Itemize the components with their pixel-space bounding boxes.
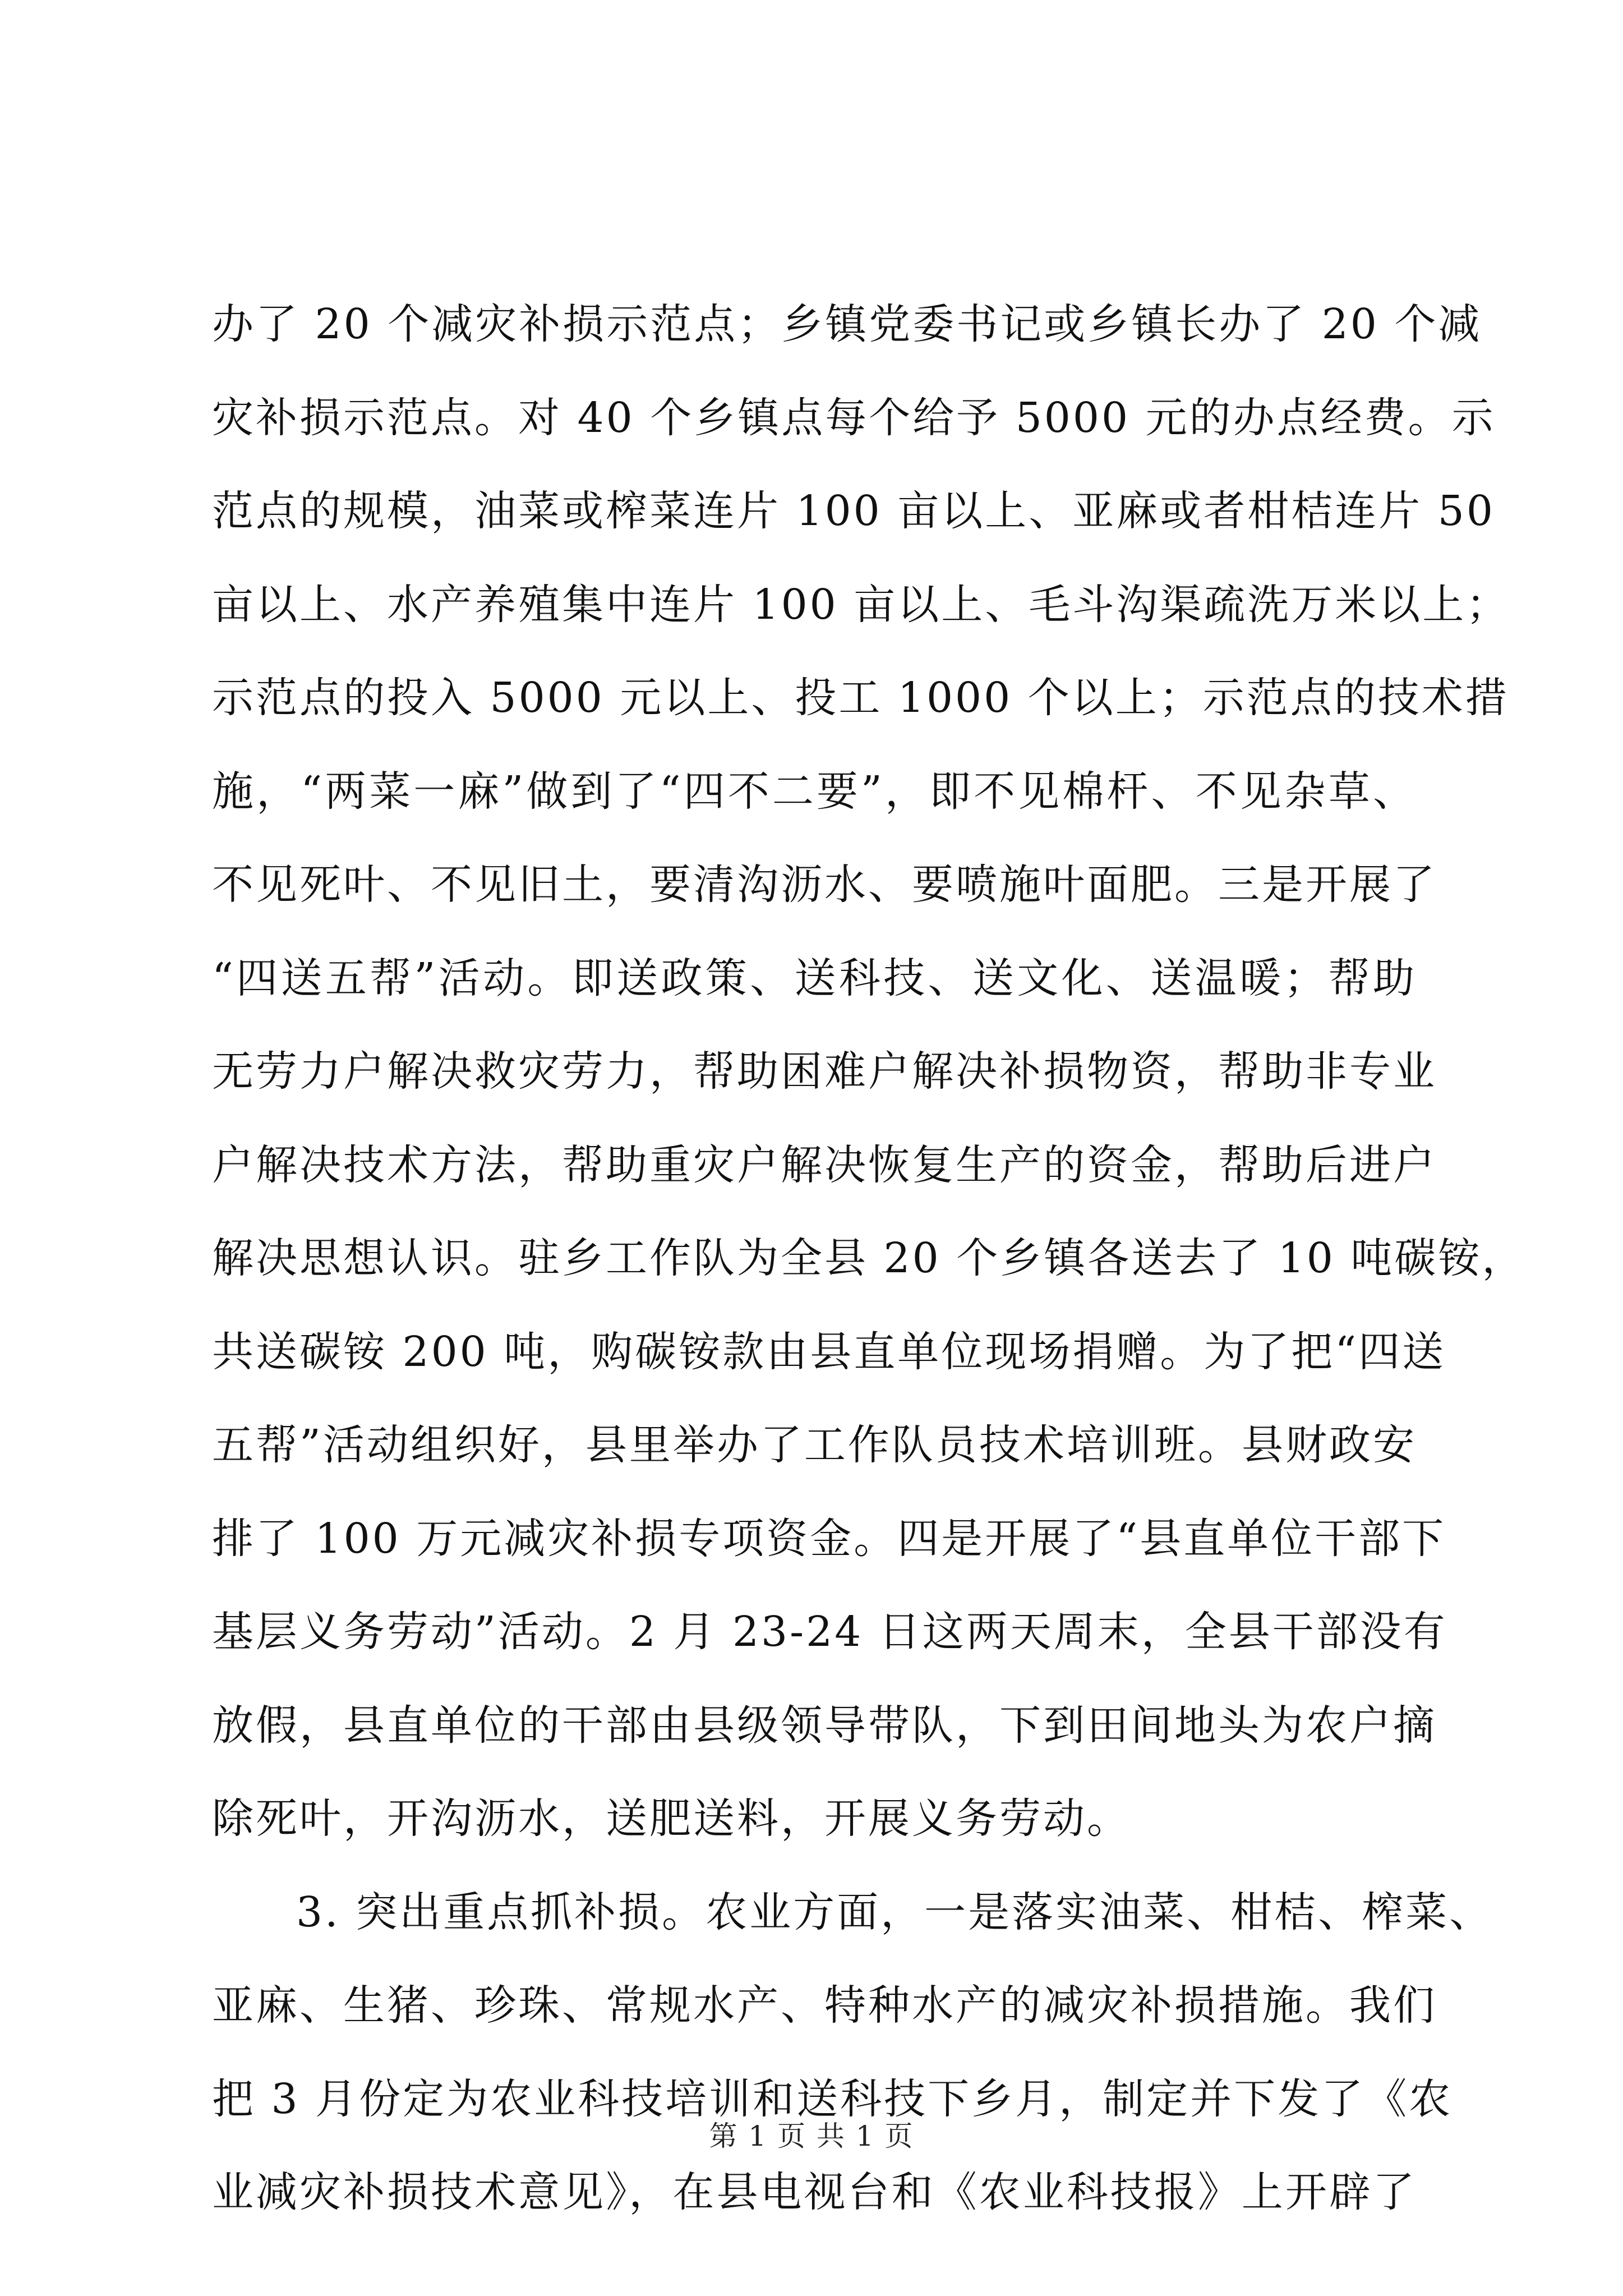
paragraph-first-line: 3. 突出重点抓补损。农业方面，一是落实油菜、柑桔、榨菜、 [296,1888,1493,1936]
text-line: 户解决技术方法，帮助重灾户解决恢复生产的资金，帮助后进户 [212,1140,1437,1189]
text-line: 办了 20 个减灾补损示范点；乡镇党委书记或乡镇长办了 20 个减 [212,300,1482,348]
text-line: 五帮”活动组织好，县里举办了工作队员技术培训班。县财政安 [212,1421,1417,1469]
text-line: 施，“两菜一麻”做到了“四不二要”，即不见棉杆、不见杂草、 [212,767,1417,816]
text-line: 业减灾补损技术意见》，在县电视台和《农业科技报》上开辟了 [212,2168,1417,2216]
paragraph-last-line: 除死叶，开沟沥水，送肥送料，开展义务劳动。 [212,1795,1131,1843]
text-line: 不见死叶、不见旧土，要清沟沥水、要喷施叶面肥。三是开展了 [212,861,1437,909]
text-line: 无劳力户解决救灾劳力，帮助困难户解决补损物资，帮助非专业 [212,1047,1437,1096]
text-line: 示范点的投入 5000 元以上、投工 1000 个以上；示范点的技术措 [212,674,1509,722]
text-line: 亩以上、水产养殖集中连片 100 亩以上、毛斗沟渠疏洗万米以上； [212,580,1510,629]
text-line: 范点的规模，油菜或榨菜连片 100 亩以上、亚麻或者柑桔连片 50 [212,487,1495,535]
text-line: 亚麻、生猪、珍珠、常规水产、特种水产的减灾补损措施。我们 [212,1981,1437,2030]
text-line: 共送碳铵 200 吨，购碳铵款由县直单位现场捐赠。为了把“四送 [212,1327,1446,1376]
text-line: 基层义务劳动”活动。2 月 23-24 日这两天周末，全县干部没有 [212,1608,1447,1656]
text-line: 把 3 月份定为农业科技培训和送科技下乡月，制定并下发了《农 [212,2074,1453,2123]
page-footer: 第 1 页 共 1 页 [709,2120,914,2152]
text-line: 灾补损示范点。对 40 个乡镇点每个给予 5000 元的办点经费。示 [212,393,1496,442]
text-line: 排了 100 万元减灾补损专项资金。四是开展了“县直单位干部下 [212,1514,1446,1563]
text-line: “四送五帮”活动。即送政策、送科技、送文化、送温暖；帮助 [212,954,1417,1002]
document-body [212,278,1526,2239]
text-line: 放假，县直单位的干部由县级领导带队，下到田间地头为农户摘 [212,1701,1437,1750]
text-line: 解决思想认识。驻乡工作队为全县 20 个乡镇各送去了 10 吨碳铵， [212,1234,1526,1282]
